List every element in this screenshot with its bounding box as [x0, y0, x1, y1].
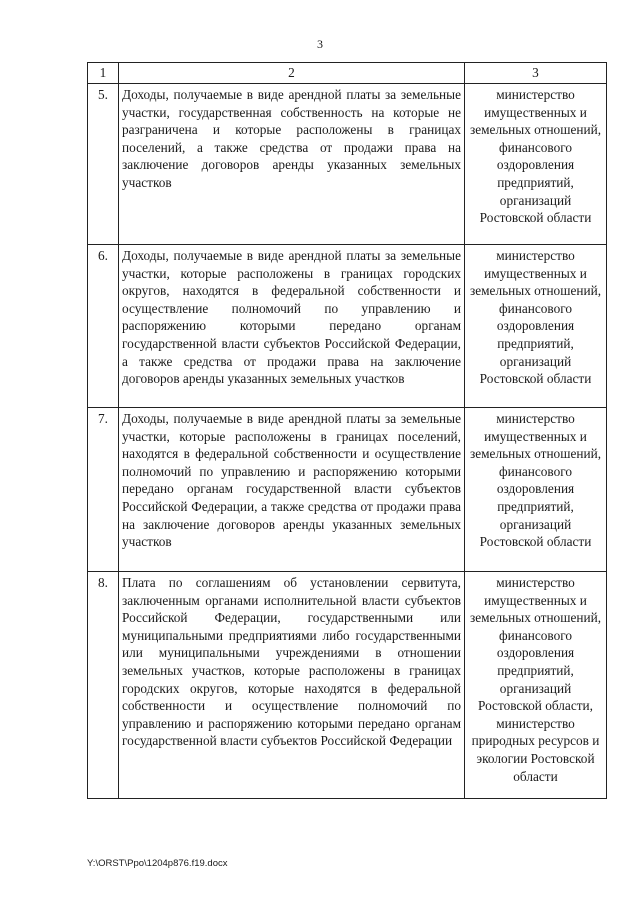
income-table: [87, 62, 607, 799]
table-row: [88, 408, 607, 572]
row-agency: министерство имущественных и земельных отношений, финансового оздоровления предприятий, организаций Ростовской области, министерство природных ресурсов и экологии Ростовской области: [465, 572, 607, 799]
table-header-row: [88, 63, 607, 84]
row-agency: министерство имущественных и земельных отношений, финансового оздоровления предприятий, организаций Ростовской области: [465, 408, 607, 572]
header-col-3: 3: [465, 63, 607, 84]
row-number: 5.: [88, 84, 119, 245]
header-col-2: 2: [119, 63, 465, 84]
row-agency: министерство имущественных и земельных отношений, финансового оздоровления предприятий, организаций Ростовской области: [465, 245, 607, 408]
document-path: Y:\ORST\Ppo\1204p876.f19.docx: [87, 858, 228, 869]
row-number: 7.: [88, 408, 119, 572]
table-row: [88, 84, 607, 245]
table-row: [88, 572, 607, 799]
header-col-1: 1: [88, 63, 119, 84]
row-number: 6.: [88, 245, 119, 408]
row-agency: министерство имущественных и земельных отношений, финансового оздоровления предприятий, организаций Ростовской области: [465, 84, 607, 245]
table-row: [88, 245, 607, 408]
row-description: Плата по соглашениям об установлении сервитута, заключенным органами исполнительной власти субъектов Российской Федерации, государственными или муниципальными предприятиями либо государственными или муниципальными учреждениями в отношении земельных участков, которые расположены в границах городских округов, которые находятся в федеральной собственности и осуществление полномочий по управлению и распоряжению которыми передано органам государственной власти субъектов Российской Федерации: [119, 572, 465, 799]
row-description: Доходы, получаемые в виде арендной платы за земельные участки, которые расположены в границах городских округов, находятся в федеральной собственности и осуществление полномочий по управлению и распоряжению которыми передано органам государственной власти субъектов Российской Федерации, а также средства от продажи права на заключение договоров аренды указанных земельных участков: [119, 245, 465, 408]
page-number: 3: [317, 37, 323, 51]
row-number: 8.: [88, 572, 119, 799]
row-description: Доходы, получаемые в виде арендной платы за земельные участки, государственная собственность на которые не разграничена и которые расположены в границах поселений, а также средства от продажи права на заключение договоров аренды указанных земельных участков: [119, 84, 465, 245]
row-description: Доходы, получаемые в виде арендной платы за земельные участки, которые расположены в границах поселений, находятся в федеральной собственности и осуществление полномочий по управлению и распоряжению которыми передано органам государственной власти субъектов Российской Федерации, а также средства от продажи права на заключение договоров аренды указанных земельных участков: [119, 408, 465, 572]
